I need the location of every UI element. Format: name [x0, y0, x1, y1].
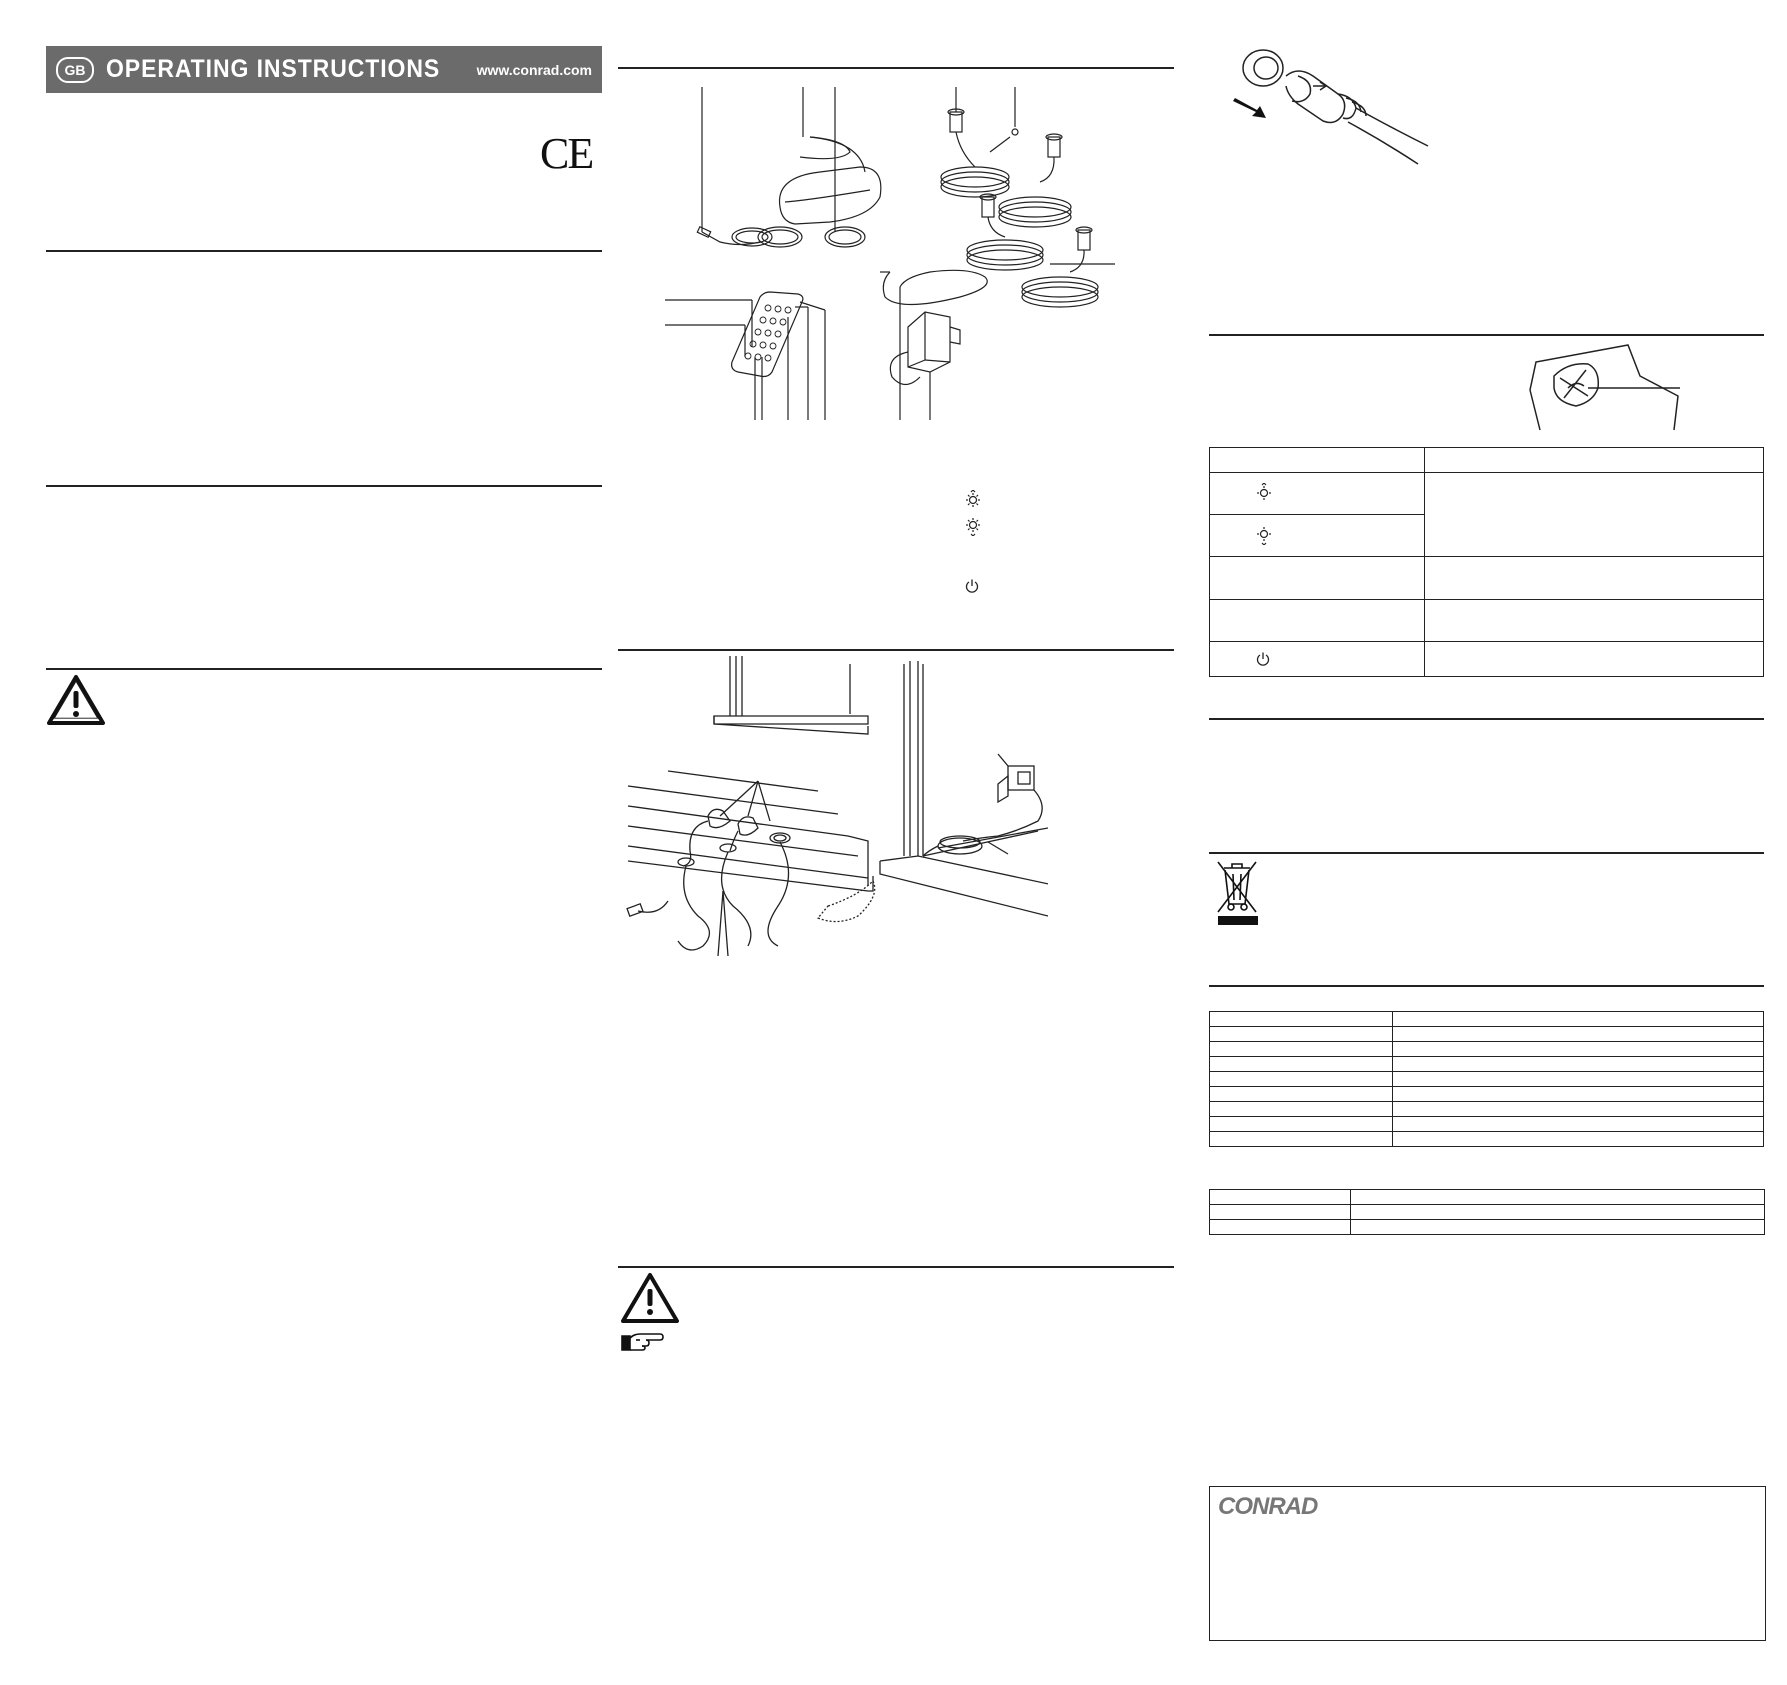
table-cell	[1210, 556, 1425, 599]
table-cell	[1210, 599, 1425, 642]
table-cell	[1210, 642, 1425, 677]
table-cell	[1425, 473, 1764, 556]
brightness-down-icon	[1255, 525, 1273, 545]
section-rule-5	[618, 649, 1174, 651]
warning-triangle-icon	[46, 674, 106, 726]
section-rule-9	[1209, 852, 1764, 854]
language-badge: GB	[56, 57, 94, 83]
brightness-up-icon	[1255, 483, 1273, 503]
table-cell	[1210, 1132, 1393, 1147]
power-icon	[964, 578, 980, 594]
table-cell	[1210, 1117, 1393, 1132]
table-cell	[1210, 1057, 1393, 1072]
table-cell	[1393, 1042, 1764, 1057]
table-cell	[1425, 642, 1764, 677]
table-cell	[1393, 1087, 1764, 1102]
technical-data-table-2	[1209, 1189, 1765, 1235]
website-url[interactable]: www.conrad.com	[476, 61, 592, 78]
table-cell	[1393, 1102, 1764, 1117]
table-cell	[1210, 1190, 1351, 1205]
power-icon	[1255, 651, 1271, 667]
table-cell	[1210, 473, 1425, 515]
imprint-box	[1209, 1486, 1766, 1641]
table-cell	[1425, 599, 1764, 642]
ce-mark: CE	[540, 129, 593, 178]
table-cell	[1210, 1027, 1393, 1042]
product-parts-illustration	[660, 82, 1120, 422]
table-cell	[1393, 1132, 1764, 1147]
brightness-up-icon	[964, 490, 982, 510]
table-cell	[1393, 1072, 1764, 1087]
page-title: OPERATING INSTRUCTIONS	[106, 55, 441, 83]
table-cell	[1210, 1042, 1393, 1057]
table-cell	[1210, 1087, 1393, 1102]
table-cell	[1210, 515, 1425, 557]
plug-cap-illustration	[1228, 46, 1448, 166]
table-cell	[1210, 1072, 1393, 1087]
section-rule-1	[46, 250, 602, 252]
table-cell	[1351, 1190, 1765, 1205]
technical-data-table	[1209, 1011, 1764, 1147]
section-rule-4	[618, 67, 1174, 69]
table-cell	[1210, 1102, 1393, 1117]
table-cell	[1210, 1205, 1351, 1220]
brightness-down-icon	[964, 516, 982, 536]
table-cell	[1351, 1220, 1765, 1235]
table-cell	[1425, 556, 1764, 599]
battery-illustration	[1528, 340, 1688, 432]
table-cell	[1393, 1057, 1764, 1072]
section-rule-10	[1209, 985, 1764, 987]
table-cell	[1351, 1205, 1765, 1220]
section-rule-8	[1209, 718, 1764, 720]
crossed-bin-icon	[1212, 856, 1262, 926]
section-rule-3	[46, 668, 602, 670]
table-cell	[1210, 1012, 1393, 1027]
conrad-logo: CONRAD	[1218, 1493, 1318, 1520]
table-header-cell	[1210, 448, 1425, 473]
section-rule-2	[46, 485, 602, 487]
warning-triangle-icon	[620, 1272, 680, 1324]
table-cell	[1210, 1220, 1351, 1235]
table-cell	[1393, 1012, 1764, 1027]
table-header-cell	[1425, 448, 1764, 473]
header-banner	[46, 46, 602, 93]
installation-illustration	[618, 656, 1048, 956]
section-rule-6	[618, 1266, 1174, 1268]
remote-functions-table	[1209, 447, 1764, 677]
pointing-hand-icon	[620, 1330, 664, 1352]
table-cell	[1393, 1027, 1764, 1042]
section-rule-7	[1209, 334, 1764, 336]
table-cell	[1393, 1117, 1764, 1132]
